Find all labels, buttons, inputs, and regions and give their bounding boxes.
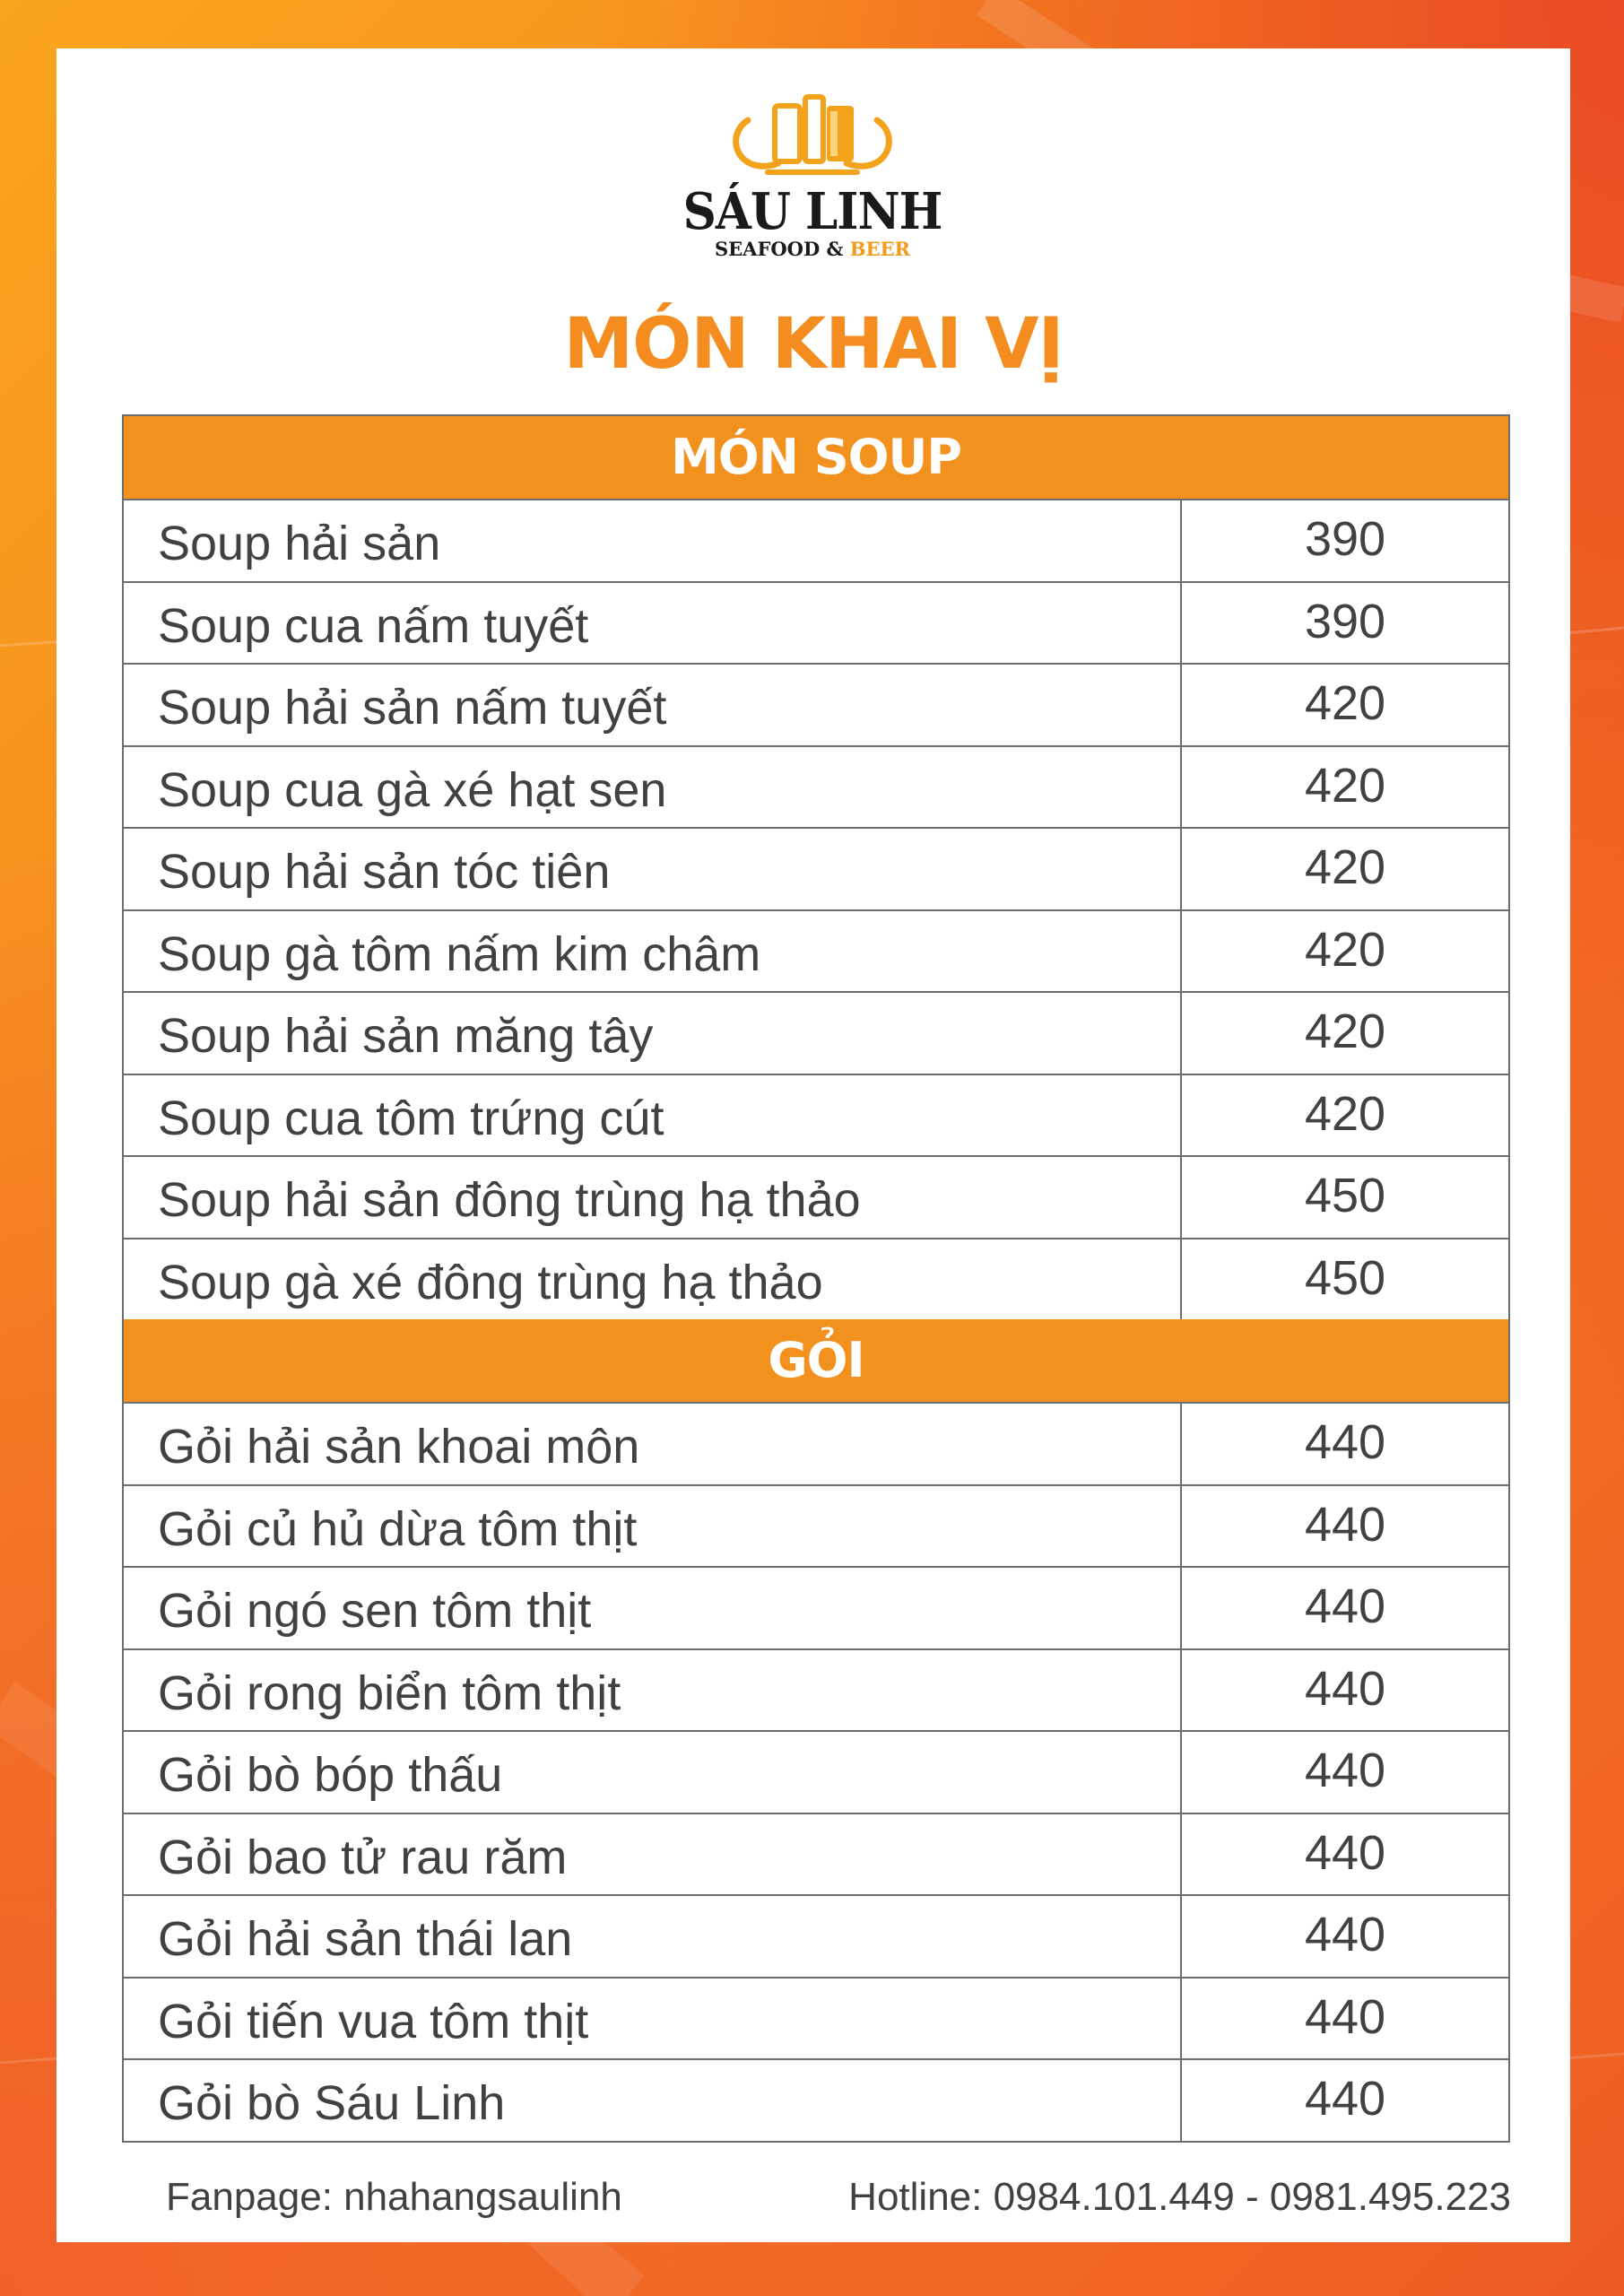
menu-row [124,1566,1508,1648]
dish-name: Gỏi hải sản thái lan [124,1896,1182,1977]
dish-name: Gỏi tiến vua tôm thịt [124,1979,1182,2059]
menu-row [124,1894,1508,1977]
menu-row [124,499,1508,581]
dish-price: 420 [1304,840,1386,894]
dish-price: 420 [1304,676,1386,730]
dish-name: Gỏi bò Sáu Linh [124,2060,1182,2141]
dish-price: 440 [1304,1744,1386,1797]
logo-tagline-part1: SEAFOOD & [715,238,850,260]
dish-name: Gỏi hải sản khoai môn [124,1404,1182,1484]
dish-price: 390 [1304,594,1386,648]
beer-mug-icon [669,84,956,192]
dish-name: Soup cua tôm trứng cút [124,1075,1182,1156]
menu-row [124,1977,1508,2059]
dish-name: Soup hải sản [124,500,1182,581]
dish-price: 440 [1304,1497,1386,1552]
dish-name: Soup cua nấm tuyết [124,583,1182,664]
menu-row [124,663,1508,745]
dish-price: 440 [1304,1825,1386,1880]
menu-row [124,1484,1508,1567]
menu-row [124,909,1508,992]
dish-price: 440 [1304,1415,1386,1469]
dish-name: Soup gà tôm nấm kim châm [124,911,1182,992]
dish-price: 420 [1304,1086,1386,1141]
logo-tagline-part2: BEER [849,238,910,260]
dish-price: 420 [1304,758,1386,813]
dish-name: Soup gà xé đông trùng hạ thảo [124,1239,1182,1320]
dish-name: Soup hải sản tóc tiên [124,829,1182,909]
dish-price: 420 [1304,922,1386,977]
dish-name: Soup hải sản nấm tuyết [124,665,1182,745]
dish-price: 440 [1304,1661,1386,1716]
logo-name: SÁU LINH [682,182,942,241]
fanpage-text: Fanpage: nhahangsaulinh [166,2175,622,2219]
menu-row [124,1402,1508,1484]
dish-price: 440 [1304,1908,1386,1961]
restaurant-logo [669,84,956,271]
menu-table [122,414,1510,2143]
hotline-text: Hotline: 0984.101.449 - 0981.495.223 [848,2175,1511,2219]
menu-row [124,2058,1508,2141]
menu-row [124,581,1508,664]
menu-row [124,1074,1508,1156]
dish-name: Gỏi củ hủ dừa tôm thịt [124,1486,1182,1567]
menu-row [124,1730,1508,1813]
dish-price: 440 [1304,1989,1386,2044]
dish-name: Soup cua gà xé hạt sen [124,747,1182,828]
dish-name: Gỏi bò bóp thấu [124,1732,1182,1813]
menu-row [124,827,1508,909]
dish-price: 450 [1304,1250,1386,1305]
dish-name: Gỏi ngó sen tôm thịt [124,1568,1182,1648]
menu-row [124,1155,1508,1238]
menu-card [56,48,1570,2242]
dish-price: 440 [1304,2072,1386,2126]
dish-price: 450 [1304,1169,1386,1222]
dish-name: Gỏi bao tử rau răm [124,1814,1182,1895]
menu-row [124,1813,1508,1895]
section-header: MÓN SOUP [124,416,1508,499]
menu-row [124,1238,1508,1320]
dish-price: 420 [1304,1004,1386,1058]
dish-name: Soup hải sản đông trùng hạ thảo [124,1157,1182,1238]
page-title: MÓN KHAI VỊ [563,304,1064,385]
dish-name: Gỏi rong biển tôm thịt [124,1650,1182,1731]
footer [56,2161,1570,2233]
menu-row [124,991,1508,1074]
menu-row [124,1648,1508,1731]
dish-price: 440 [1304,1579,1386,1633]
dish-price: 390 [1304,512,1386,566]
dish-name: Soup hải sản măng tây [124,993,1182,1074]
section-header: GỎI [124,1319,1508,1402]
logo-tagline [669,239,956,260]
menu-row [124,745,1508,828]
